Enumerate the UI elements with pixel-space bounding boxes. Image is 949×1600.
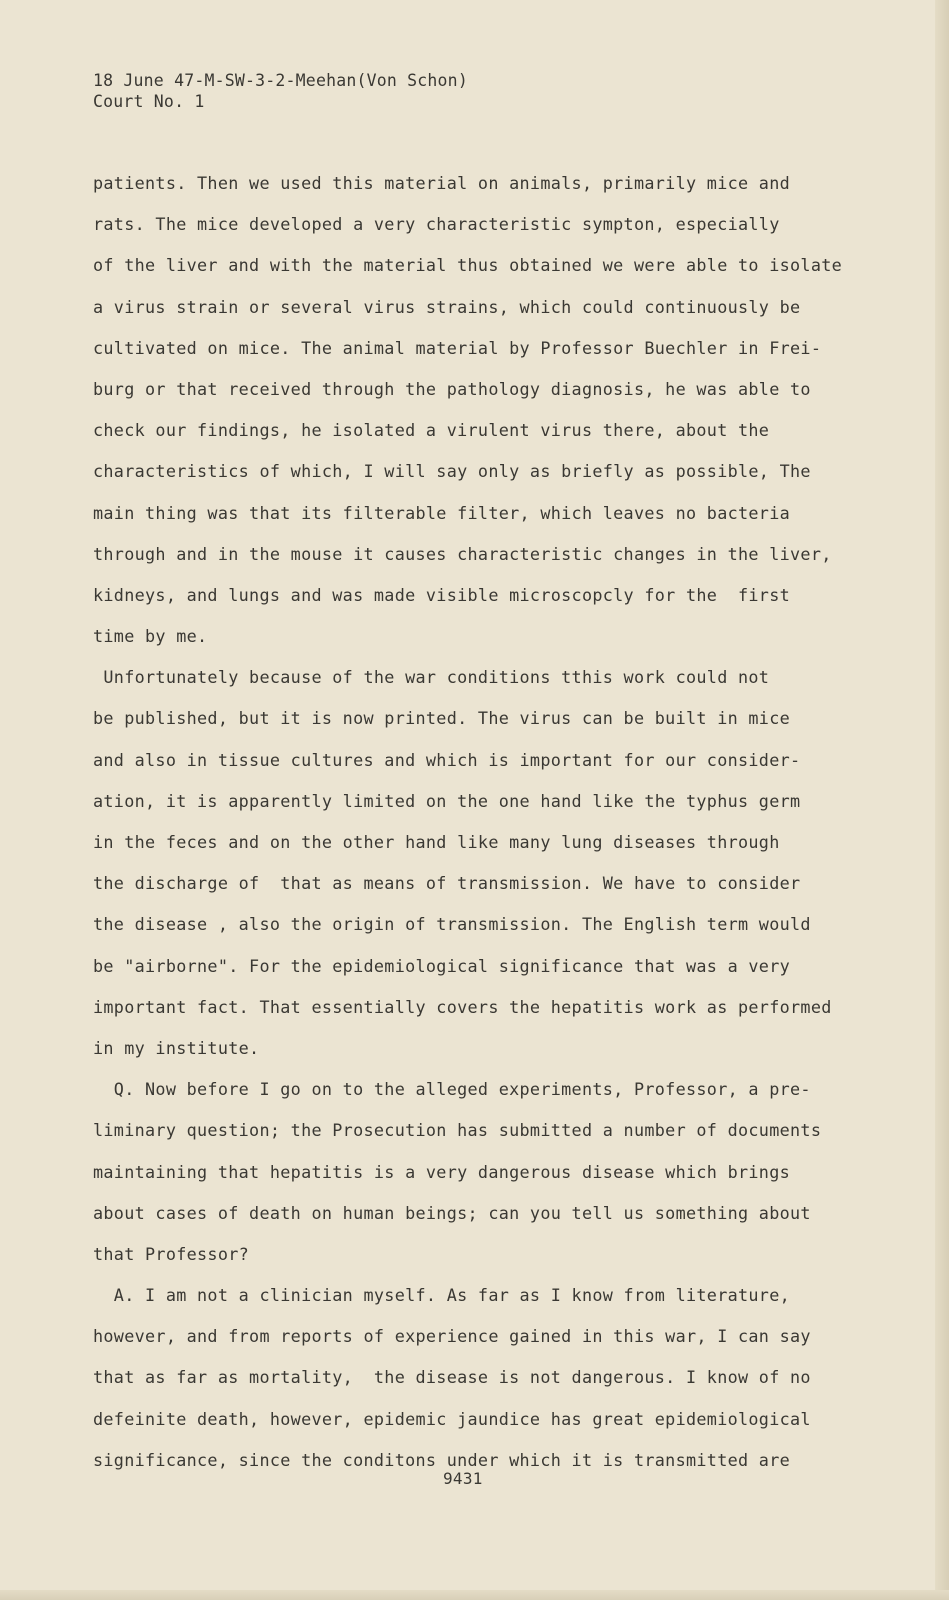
- text-line: rats. The mice developed a very characteristic sympton, especially: [93, 214, 780, 235]
- text-line: check our findings, he isolated a virulent virus there, about the: [93, 420, 770, 441]
- page-edge-bottom: [0, 1590, 949, 1600]
- text-line: the disease , also the origin of transmission. The English term would: [93, 914, 811, 935]
- text-line: liminary question; the Prosecution has submitted a number of documents: [93, 1120, 822, 1141]
- text-line: kidneys, and lungs and was made visible microscopcly for the first: [93, 584, 791, 605]
- text-line: in my institute.: [93, 1037, 260, 1058]
- text-line: defeinite death, however, epidemic jaundice has great epidemiological: [93, 1408, 811, 1429]
- text-line: significance, since the conditons under which it is transmitted are: [93, 1449, 791, 1470]
- text-line: maintaining that hepatitis is a very dangerous disease which brings: [93, 1161, 791, 1182]
- header-line-court: Court No. 1: [93, 92, 205, 111]
- text-line: ation, it is apparently limited on the one hand like the typhus germ: [93, 790, 801, 811]
- text-line: and also in tissue cultures and which is important for our consider-: [93, 749, 801, 770]
- text-line: of the liver and with the material thus obtained we were able to isolate: [93, 255, 843, 276]
- text-line: the discharge of that as means of transmission. We have to consider: [93, 873, 801, 894]
- transcript-body: [93, 172, 933, 1490]
- text-line: A. I am not a clinician myself. As far as I know from literature,: [93, 1285, 791, 1306]
- text-line: patients. Then we used this material on animals, primarily mice and: [93, 173, 791, 193]
- page-number: 9431: [443, 1469, 483, 1488]
- text-line: through and in the mouse it causes characteristic changes in the liver,: [93, 543, 832, 564]
- text-line: main thing was that its filterable filter, which leaves no bacteria: [93, 502, 791, 523]
- text-line: be published, but it is now printed. The virus can be built in mice: [93, 708, 791, 729]
- text-line: however, and from reports of experience gained in this war, I can say: [93, 1326, 811, 1347]
- text-line: burg or that received through the pathology diagnosis, he was able to: [93, 378, 811, 399]
- text-line: be "airborne". For the epidemiological significance that was a very: [93, 955, 791, 976]
- document-header: [93, 70, 468, 112]
- text-line: that Professor?: [93, 1243, 250, 1264]
- text-line: characteristics of which, I will say only as briefly as possible, The: [93, 461, 811, 482]
- text-line: important fact. That essentially covers the hepatitis work as performed: [93, 996, 832, 1017]
- text-line: that as far as mortality, the disease is not dangerous. I know of no: [93, 1367, 811, 1388]
- text-line: Unfortunately because of the war conditions tthis work could not: [93, 667, 770, 688]
- header-line-date-ref: 18 June 47-M-SW-3-2-Meehan(Von Schon): [93, 71, 468, 90]
- text-line: about cases of death on human beings; can you tell us something about: [93, 1202, 811, 1223]
- text-line: in the feces and on the other hand like many lung diseases through: [93, 832, 780, 852]
- text-line: cultivated on mice. The animal material by Professor Buechler in Frei-: [93, 337, 822, 358]
- text-line: Q. Now before I go on to the alleged experiments, Professor, a pre-: [93, 1079, 811, 1100]
- text-line: time by me.: [93, 626, 208, 647]
- page-edge-right: [935, 0, 949, 1600]
- text-line: a virus strain or several virus strains, which could continuously be: [93, 296, 801, 317]
